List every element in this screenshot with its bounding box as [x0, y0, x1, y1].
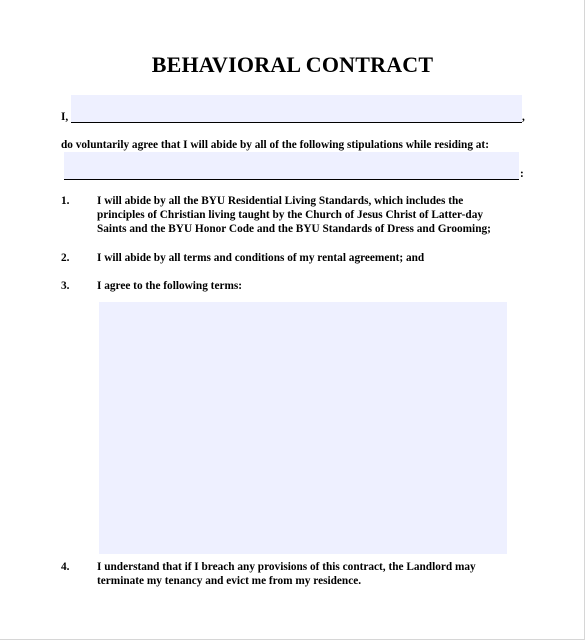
stipulation-text: do voluntarily agree that I will abide by all of the following stipulations while residing at: [61, 139, 489, 151]
terms-textarea[interactable] [99, 302, 507, 554]
item-4-line-2: terminate my tenancy and evict me from my residence. [97, 575, 362, 587]
name-prefix: I, [61, 111, 69, 123]
item-2-line-1: I will abide by all terms and conditions of my rental agreement; and [97, 252, 425, 264]
item-3-number: 3. [61, 280, 70, 292]
address-underline [64, 179, 519, 180]
document-title: BEHAVIORAL CONTRACT [151, 52, 434, 77]
item-1-line-2: principles of Christian living taught by the Church of Jesus Christ of Latter-day [97, 209, 483, 221]
item-1-line-1: I will abide by all the BYU Residential Living Standards, which includes the [97, 195, 464, 207]
item-4-number: 4. [61, 561, 70, 573]
item-4-line-1: I understand that if I breach any provisions of this contract, the Landlord may [97, 561, 476, 573]
address-field[interactable] [64, 152, 519, 179]
name-underline [71, 122, 522, 123]
name-field[interactable] [71, 95, 522, 122]
item-2-number: 2. [61, 252, 70, 264]
item-1-number: 1. [61, 195, 70, 207]
item-3-line-1: I agree to the following terms: [97, 280, 243, 292]
item-1-line-3: Saints and the BYU Honor Code and the BYU Standards of Dress and Grooming; [97, 223, 491, 235]
address-suffix: : [520, 168, 524, 180]
name-suffix: , [522, 111, 525, 123]
